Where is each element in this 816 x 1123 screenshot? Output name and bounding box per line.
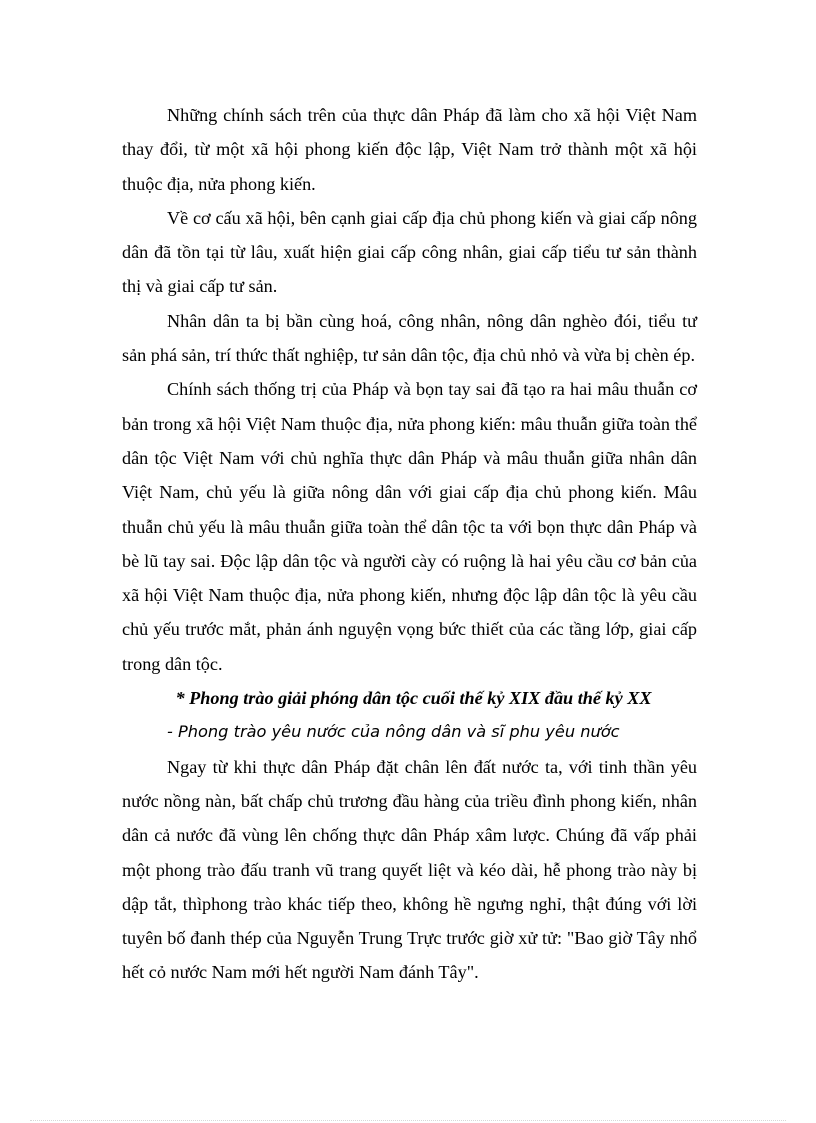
- page-bottom-divider: [30, 1120, 786, 1121]
- paragraph-people-impoverished: Nhân dân ta bị bần cùng hoá, công nhân, nông dân nghèo đói, tiểu tư sản phá sản, trí thức thất nghiệp, tư sản dân tộc, địa chủ nhỏ và vừa bị chèn ép.: [122, 310, 697, 366]
- paragraph-patriotic-movement: Ngay từ khi thực dân Pháp đặt chân lên đất nước ta, với tinh thần yêu nước nồng nàn, bất chấp chủ trương đầu hàng của triều đình phong kiến, nhân dân cả nước đã vùng lên chống thực dân Pháp xâm lược. Chúng đã vấp phải một phong trào đấu tranh vũ trang quyết liệt và kéo dài, hễ phong trào này bị dập tắt, thìphong trào khác tiếp theo, không hề ngưng nghỉ, thật đúng với lời tuyên bố đanh thép của Nguyễn Trung Trực trước giờ xử tử: "Bao giờ Tây nhổ hết cỏ nước Nam mới hết người Nam đánh Tây".: [122, 756, 697, 983]
- document-body: [122, 98, 697, 990]
- section-heading: * Phong trào giải phóng dân tộc cuối thế kỷ XIX đầu thế kỷ XX: [175, 688, 652, 709]
- paragraph-social-structure: Về cơ cấu xã hội, bên cạnh giai cấp địa chủ phong kiến và giai cấp nông dân đã tồn tại từ lâu, xuất hiện giai cấp công nhân, giai cấp tiểu tư sản thành thị và giai cấp tư sản.: [122, 207, 697, 297]
- paragraph-social-change: Những chính sách trên của thực dân Pháp đã làm cho xã hội Việt Nam thay đổi, từ một xã hội phong kiến độc lập, Việt Nam trở thành một xã hội thuộc địa, nửa phong kiến.: [122, 105, 697, 194]
- paragraph-contradictions: Chính sách thống trị của Pháp và bọn tay sai đã tạo ra hai mâu thuẫn cơ bản trong xã hội Việt Nam thuộc địa, nửa phong kiến: mâu thuẫn giữa toàn thể dân tộc Việt Nam với chủ nghĩa thực dân Pháp và mâu thuẫn giữa nhân dân Việt Nam, chủ yếu là giữa nông dân với giai cấp địa chủ phong kiến. Mâu thuẫn chủ yếu là mâu thuẫn giữa toàn thể dân tộc ta với bọn thực dân Pháp và bè lũ tay sai. Độc lập dân tộc và người cày có ruộng là hai yêu cầu cơ bản của xã hội Việt Nam thuộc địa, nửa phong kiến, nhưng độc lập dân tộc là yêu cầu chủ yếu trước mắt, phản ánh nguyện vọng bức thiết của các tầng lớp, giai cấp trong dân tộc.: [122, 379, 697, 674]
- subsection-heading: - Phong trào yêu nước của nông dân và sĩ phu yêu nước: [167, 722, 620, 742]
